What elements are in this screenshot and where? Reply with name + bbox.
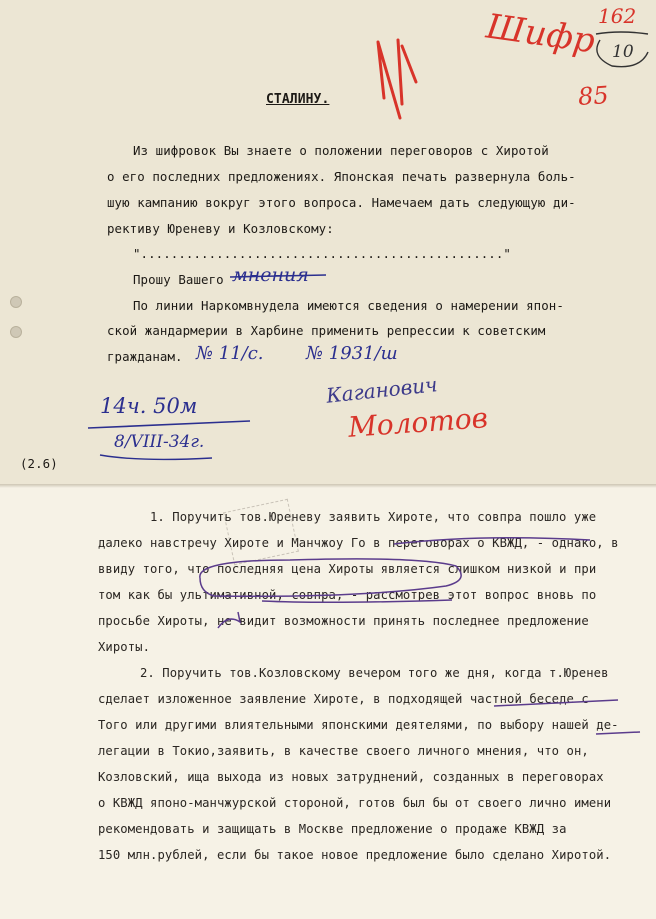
directive-line: далеко навстречу Хироте и Манчжоу Го в переговорах о КВЖД, - однако, в — [98, 536, 619, 550]
directive-line: 2. Поручить тов.Козловскому вечером того же дня, когда т.Юренев — [140, 666, 609, 680]
directive-line: Хироты. — [98, 640, 151, 654]
memo-line: Прошу Вашего — [133, 272, 224, 287]
signature-kaganovich: Каганович — [325, 372, 439, 408]
punch-hole-icon — [10, 296, 22, 308]
directive-line: Того или другими влиятельными японскими деятелями, по выбору нашей де- — [98, 718, 619, 732]
paste-seam — [0, 484, 656, 488]
memo-quote-dots: "................................................" — [133, 246, 511, 261]
mnenia-handwritten: мнения — [232, 264, 309, 286]
memo-line: о его последних предложениях. Японская печать развернула боль- — [107, 169, 576, 184]
red-numeral: 85 — [577, 80, 610, 112]
directive-line: ввиду того, что последняя цена Хироты является слишком низкой и при — [98, 562, 597, 576]
memo-line: шую кампанию вокруг этого вопроса. Намечаем дать следующую ди- — [107, 195, 576, 210]
directive-line: 1. Поручить тов.Юреневу заявить Хироте, что совпра пошло уже — [150, 510, 597, 524]
signature-molotov: Молотов — [347, 401, 489, 444]
reference-number-1: № 11/с. — [196, 343, 264, 364]
date-handwritten: 8/VIII-34г. — [114, 432, 205, 452]
memo-line: ской жандармерии в Харбине применить репрессии к советским — [107, 323, 546, 338]
memo-line: Из шифровок Вы знаете о положении переговоров с Хиротой — [133, 143, 549, 158]
memo-line: рективу Юреневу и Козловскому: — [107, 221, 334, 236]
sheet-number: 162 — [598, 4, 637, 28]
directive-line: просьбе Хироты, не видит возможности принять последнее предложение — [98, 614, 589, 628]
directive-line: рекомендовать и защищать в Москве предложение о продаже КВЖД за — [98, 822, 567, 836]
memo-line: По линии Наркомвнудела имеются сведения о намерении япон- — [133, 298, 564, 313]
directive-line: Козловский, ища выхода из новых затруднений, созданных в переговорах — [98, 770, 604, 784]
time-handwritten: 14ч. 50м — [100, 394, 198, 418]
shifr-handwritten: Шифр — [483, 6, 598, 62]
directive-line: том как бы ультимативной, совпра, - рассмотрев этот вопрос вновь по — [98, 588, 597, 602]
margin-number: (2.6) — [20, 456, 58, 471]
sheet-subnumber: 10 — [612, 42, 634, 62]
directive-line: легации в Токио,заявить, в качестве своего личного мнения, что он, — [98, 744, 589, 758]
directive-line: о КВЖД японо-манчжурской стороной, готов был бы от своего лично имени — [98, 796, 612, 810]
directive-line: сделает изложенное заявление Хироте, в подходящей частной беседе с — [98, 692, 589, 706]
directive-line: 150 млн.рублей, если бы такое новое предложение было сделано Хиротой. — [98, 848, 612, 862]
punch-hole-icon — [10, 326, 22, 338]
page-title: СТАЛИНУ. — [266, 92, 330, 107]
memo-line: гражданам. — [107, 349, 183, 364]
reference-number-2: № 1931/ш — [306, 343, 398, 364]
